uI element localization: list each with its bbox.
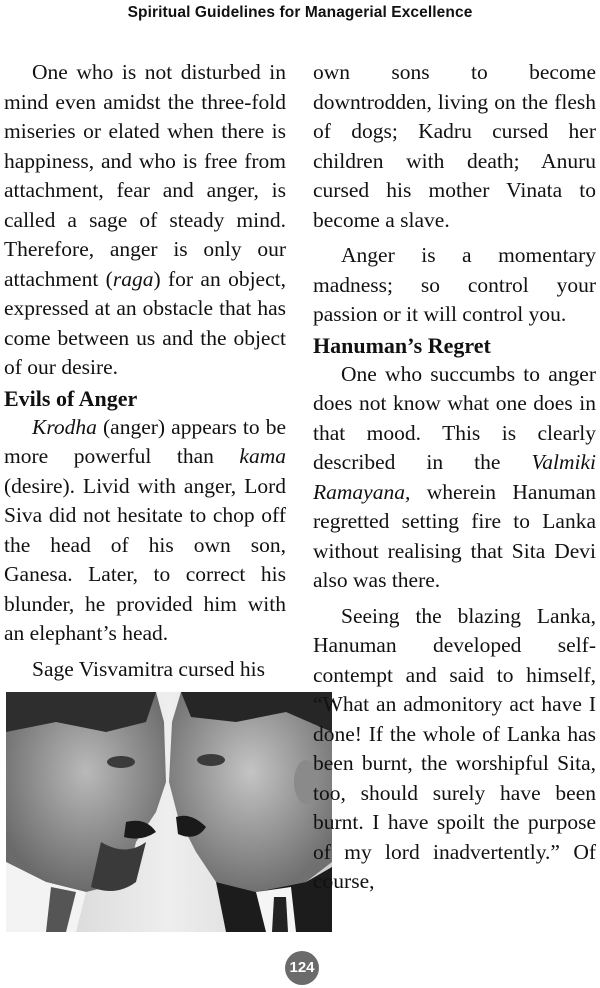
running-header: Spiritual Guidelines for Managerial Excellence [127, 4, 473, 21]
italic-term: Valmiki Ramayana, [313, 450, 596, 504]
text-span: wherein Hanuman regretted setting fire to Lanka without realising that Sita Devi also was there. [313, 479, 596, 592]
page-number-badge: 124 [285, 951, 319, 985]
text-span: One who succumbs to anger does not know what one does in that mood. This is clearly described in the [313, 361, 596, 474]
right-column [313, 58, 596, 897]
paragraph-curses: own sons to become downtrodden, living on the flesh of dogs; Kadru cursed her children with death; Anuru cursed his mother Vinata to become a slave. [313, 60, 596, 232]
left-column [4, 58, 286, 684]
photo-illustration [6, 692, 332, 932]
paragraph-momentary-madness: Anger is a momentary madness; so control your passion or it will control you. [313, 243, 596, 326]
paragraph-succumbs [313, 360, 596, 596]
italic-term: Krodha [32, 414, 97, 439]
paragraph-krodha [4, 413, 286, 649]
paragraph-steady-mind [4, 58, 286, 383]
paragraph-visvamitra: Sage Visvamitra cursed his [32, 656, 265, 681]
text-span: One who is not disturbed in mind even amidst the three-fold miseries or elated when there is happiness, and who is free from attachment, fear and anger, is called a sage of steady mind. Therefore, anger is only our attachment ( [4, 60, 286, 291]
italic-term: kama [239, 444, 286, 468]
paragraph-blazing-lanka: Seeing the blazing Lanka, Hanuman developed self-contempt and said to himself, “What an admonitory act have I done! If the whole of Lanka has been burnt, the worshipful Sita, too, should surely have been burnt. I have spoilt the purpose of my lord inadvertently.” Of course, [313, 603, 596, 893]
section-heading-evils-of-anger: Evils of Anger [4, 385, 138, 411]
text-span: (desire). Livid with anger, Lord Siva did not hesitate to chop off the head of his own son, Ganesa. Later, to correct his blunder, he provided him with an elephant’s head. [4, 473, 286, 645]
text-span: ) for an object, expressed at an obstacle that has come between us and the object of our desire. [4, 266, 286, 379]
text-span: (anger) appears to be more powerful than [4, 414, 286, 468]
section-heading-hanumans-regret: Hanuman’s Regret [313, 332, 491, 358]
angry-men-photo [6, 692, 332, 932]
italic-term: raga [112, 266, 154, 291]
